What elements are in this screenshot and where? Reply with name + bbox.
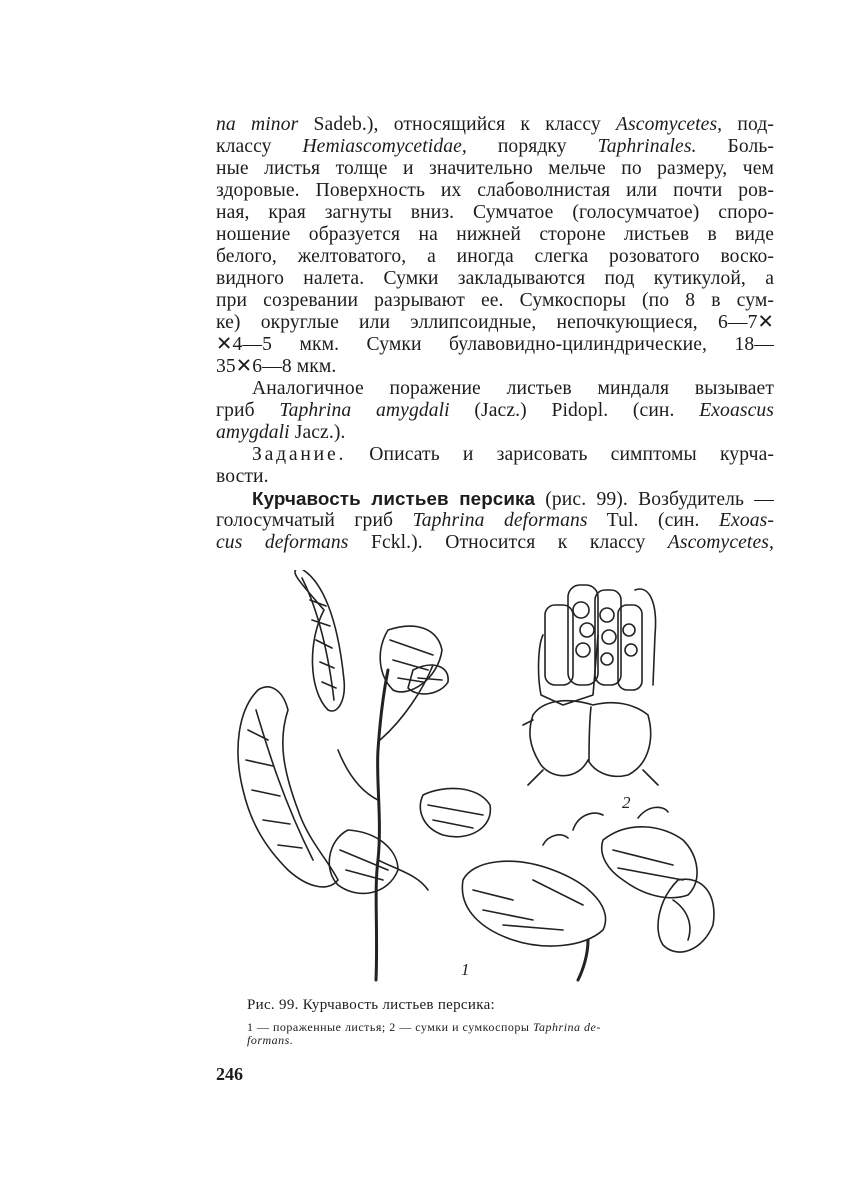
- figure-label-1: 1: [461, 960, 470, 979]
- text-line: [216, 158, 774, 180]
- text-run: видного налета. Сумки закладываются под кутикулой, а: [216, 268, 774, 289]
- text-run: порядку: [466, 136, 598, 157]
- text-run: ношение образуется на нижней стороне листьев в виде: [216, 224, 774, 245]
- italic-term: Taphrina amygdali: [279, 400, 450, 421]
- text-run: при созревании разрывают ее. Сумкоспоры (по 8 в сум-: [216, 290, 774, 311]
- paragraph-3-line: [216, 532, 774, 554]
- text-run: под-: [722, 114, 775, 135]
- text-line: [216, 334, 774, 356]
- text-line: [216, 180, 774, 202]
- text-run: гриб: [216, 400, 280, 421]
- italic-term: Ascomycetes,: [615, 114, 723, 135]
- text-run: ная, края загнуты вниз. Сумчатое (голосумчатое) споро-: [216, 202, 774, 223]
- text-run: Tul. (син.: [587, 510, 719, 531]
- figure-99-illustration: [228, 570, 748, 990]
- text-run: Боль-: [696, 136, 774, 157]
- text-line: [216, 224, 774, 246]
- paragraph-3-line: [216, 510, 774, 532]
- text-line: [252, 378, 774, 400]
- italic-term: na minor: [216, 114, 299, 135]
- page-number: 246: [216, 1064, 243, 1084]
- text-run: ные листья толще и значительно мельче по размеру, чем: [216, 158, 774, 179]
- text-run: Jacz.).: [289, 422, 346, 443]
- italic-term: cus deformans: [216, 532, 349, 553]
- caption-species-part-2: formans.: [247, 1033, 294, 1047]
- italic-term: Exoascus: [699, 400, 774, 421]
- text-run: (рис. 99). Возбудитель —: [535, 489, 774, 510]
- section-heading: Курчавость листьев персика: [252, 488, 536, 509]
- text-line: [216, 202, 774, 224]
- figure-caption-legend: [247, 1021, 707, 1047]
- peach-leaf-curl-drawing: [228, 570, 748, 990]
- task-line-1: [252, 444, 774, 466]
- caption-legend-text: 1 — пораженные листья; 2 — сумки и сумкоспоры: [247, 1020, 533, 1034]
- text-run: голосумчатый гриб: [216, 510, 413, 531]
- italic-term: Taphrinales.: [597, 136, 697, 157]
- text-run: 35✕6—8 мкм.: [216, 356, 337, 377]
- text-run: классу: [216, 136, 303, 157]
- caption-species-part-1: Taphrina de-: [532, 1020, 601, 1034]
- text-line: [216, 312, 774, 334]
- italic-term: Ascomycetes,: [667, 532, 774, 553]
- text-line: [216, 114, 774, 136]
- text-run: (Jacz.) Pidopl. (син.: [449, 400, 700, 421]
- text-line: [216, 268, 774, 290]
- text-line: [216, 290, 774, 312]
- text-run: ке) округлые или эллипсоидные, непочкующиеся, 6—7✕: [216, 312, 774, 333]
- figure-caption-title: Рис. 99. Курчавость листьев персика:: [247, 997, 496, 1013]
- text-run: Fckl.). Относится к классу: [348, 532, 668, 553]
- figure-label-2: 2: [622, 793, 631, 812]
- text-line: [216, 246, 774, 268]
- task-line-2: вости.: [216, 466, 269, 487]
- text-run: ✕4—5 мкм. Сумки булавовидно-цилиндрические, 18—: [216, 334, 774, 355]
- italic-term: Hemiascomycetidae,: [302, 136, 467, 157]
- text-run: Аналогичное поражение листьев миндаля вызывает: [252, 378, 774, 399]
- text-line: [216, 422, 774, 444]
- text-run: здоровые. Поверхность их слабоволнистая или почти ров-: [216, 180, 774, 201]
- italic-term: amygdali: [216, 422, 290, 443]
- italic-term: Taphrina deformans: [412, 510, 588, 531]
- text-line: [216, 356, 774, 378]
- text-run: Sadeb.), относящийся к классу: [298, 114, 616, 135]
- text-run: белого, желтоватого, а иногда слегка розоватого воско-: [216, 246, 774, 267]
- task-text: Описать и зарисовать симптомы курча-: [346, 444, 774, 465]
- task-label: Задание.: [252, 444, 347, 465]
- text-line: [216, 136, 774, 158]
- text-line: [216, 400, 774, 422]
- paragraph-3-line: [252, 488, 774, 510]
- italic-term: Exoas-: [718, 510, 774, 531]
